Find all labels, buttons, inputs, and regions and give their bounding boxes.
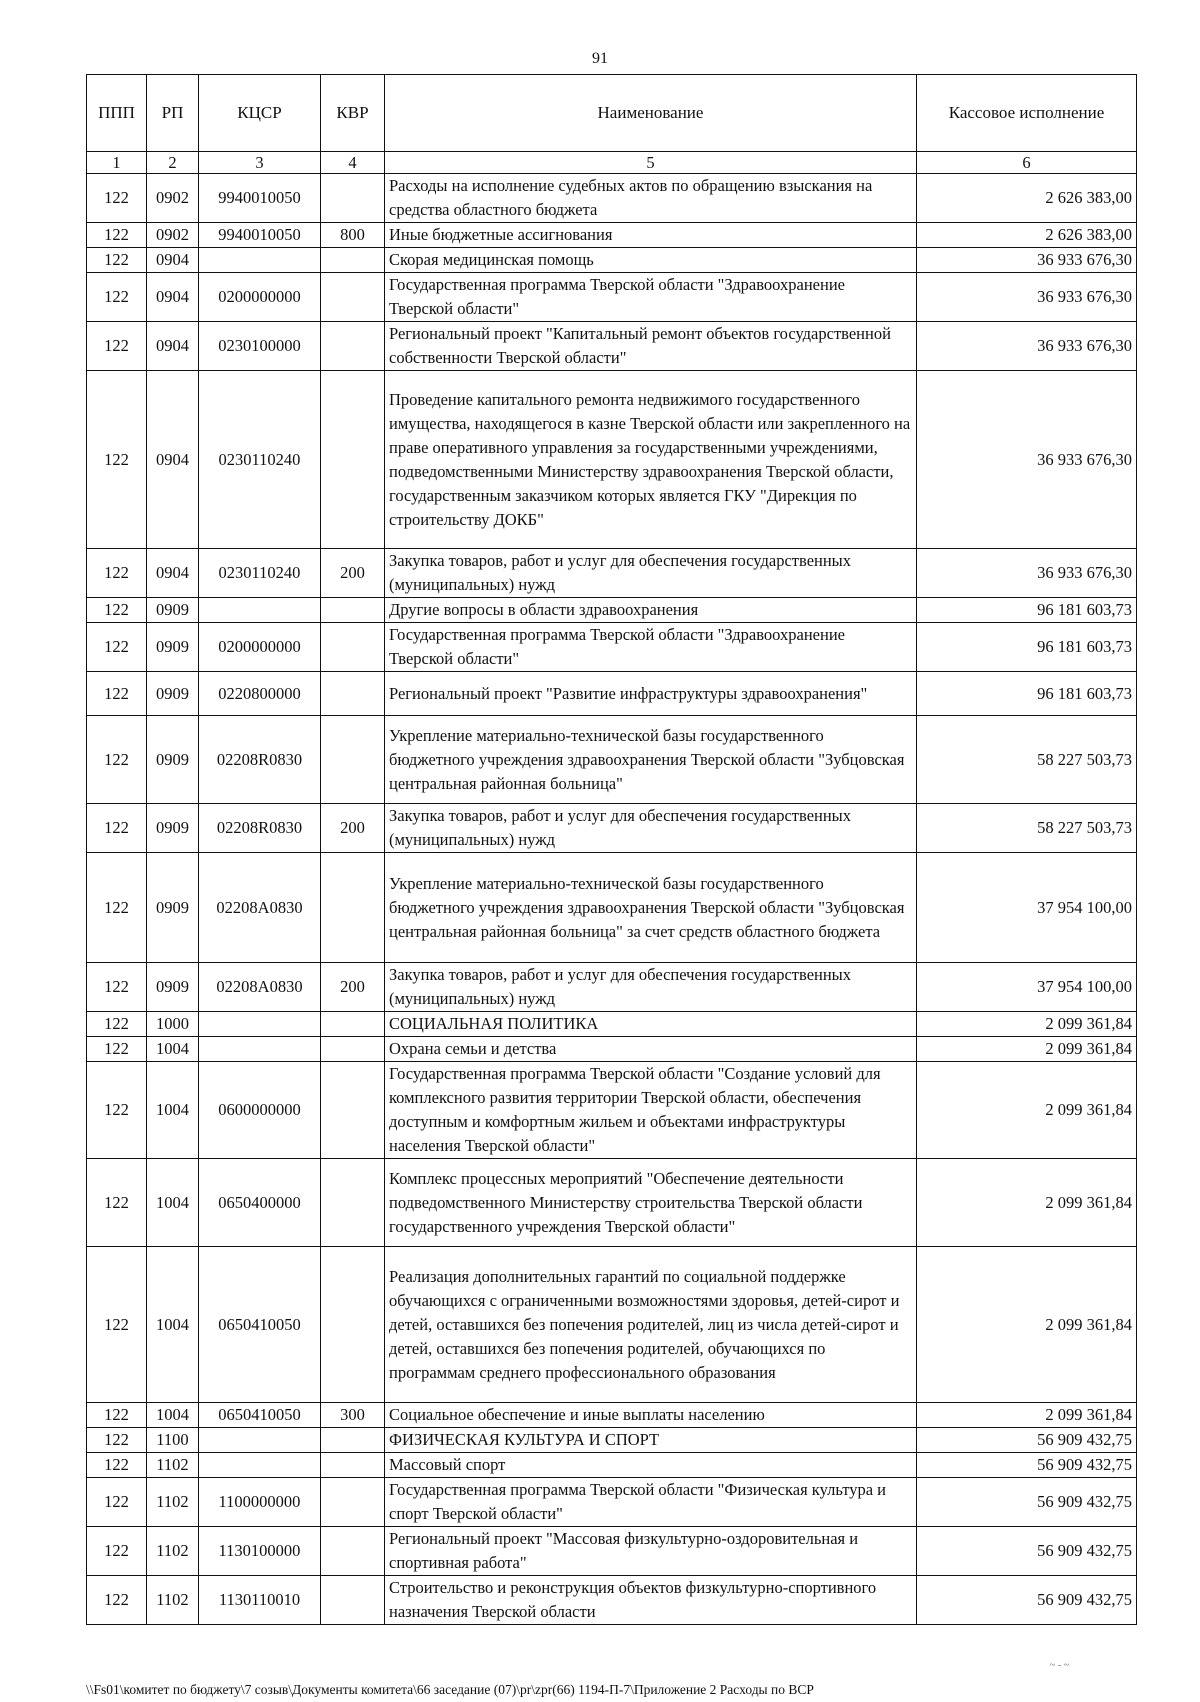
cell-kvr	[321, 371, 385, 549]
cell-ppp: 122	[87, 223, 147, 248]
cell-rp: 0909	[147, 716, 199, 804]
footer-file-path: \\Fs01\комитет по бюджету\7 созыв\Документы комитета\66 заседание (07)\pr\zpr(66) 1194-П-7\Приложение 2 Расходы по ВСР	[86, 1682, 814, 1697]
cell-kcsr: 0200000000	[199, 273, 321, 322]
cell-kcsr: 1130110010	[199, 1576, 321, 1625]
column-number: 6	[917, 152, 1137, 174]
cell-kvr	[321, 716, 385, 804]
table-row	[87, 623, 1137, 672]
cell-kvr	[321, 273, 385, 322]
cell-kvr	[321, 1159, 385, 1247]
cell-ppp: 122	[87, 1159, 147, 1247]
cell-kcsr: 02208R0830	[199, 716, 321, 804]
cell-kvr	[321, 1062, 385, 1159]
table-body	[87, 174, 1137, 1625]
cell-kcsr: 9940010050	[199, 223, 321, 248]
table-row	[87, 248, 1137, 273]
cell-kvr	[321, 322, 385, 371]
cell-ppp: 122	[87, 1576, 147, 1625]
table-row	[87, 1247, 1137, 1403]
cell-rp: 0909	[147, 623, 199, 672]
cell-name: Проведение капитального ремонта недвижимого государственного имущества, находящегося в казне Тверской области или закрепленного на праве оперативного управления за государственными учреждениями, подведомственными Министерству здравоохранения Тверской области, государственным заказчиком которых является ГКУ "Дирекция по строительству ДОКБ"	[385, 371, 917, 549]
cell-kcsr	[199, 1428, 321, 1453]
cell-ppp: 122	[87, 1012, 147, 1037]
cell-kcsr: 0650410050	[199, 1403, 321, 1428]
cell-name: Региональный проект "Развитие инфраструктуры здравоохранения"	[385, 672, 917, 716]
cell-name: Государственная программа Тверской области "Здравоохранение Тверской области"	[385, 273, 917, 322]
cell-amount: 96 181 603,73	[917, 598, 1137, 623]
cell-ppp: 122	[87, 716, 147, 804]
cell-kvr: 200	[321, 963, 385, 1012]
cell-ppp: 122	[87, 1247, 147, 1403]
cell-rp: 0909	[147, 963, 199, 1012]
table-row	[87, 1012, 1137, 1037]
column-number-row	[87, 152, 1137, 174]
cell-name: Укрепление материально-технической базы государственного бюджетного учреждения здравоохранения Тверской области "Зубцовская центральная районная больница"	[385, 716, 917, 804]
cell-name: Массовый спорт	[385, 1453, 917, 1478]
cell-kcsr: 1100000000	[199, 1478, 321, 1527]
table-row	[87, 716, 1137, 804]
header-kvr: КВР	[321, 75, 385, 152]
cell-kvr	[321, 623, 385, 672]
cell-kcsr	[199, 1037, 321, 1062]
table-row	[87, 853, 1137, 963]
cell-ppp: 122	[87, 1403, 147, 1428]
cell-name: Расходы на исполнение судебных актов по обращению взыскания на средства областного бюджета	[385, 174, 917, 223]
cell-rp: 0909	[147, 804, 199, 853]
cell-kcsr: 0600000000	[199, 1062, 321, 1159]
cell-ppp: 122	[87, 1453, 147, 1478]
table-row	[87, 1403, 1137, 1428]
header-amount: Кассовое исполнение	[917, 75, 1137, 152]
cell-name: Другие вопросы в области здравоохранения	[385, 598, 917, 623]
table-row	[87, 598, 1137, 623]
cell-amount: 96 181 603,73	[917, 623, 1137, 672]
cell-ppp: 122	[87, 1062, 147, 1159]
cell-amount: 56 909 432,75	[917, 1453, 1137, 1478]
cell-kvr	[321, 248, 385, 273]
cell-kcsr: 0230100000	[199, 322, 321, 371]
cell-name: Государственная программа Тверской области "Физическая культура и спорт Тверской области"	[385, 1478, 917, 1527]
cell-amount: 36 933 676,30	[917, 248, 1137, 273]
cell-kcsr: 0230110240	[199, 549, 321, 598]
cell-rp: 1000	[147, 1012, 199, 1037]
table-row	[87, 1576, 1137, 1625]
column-number: 1	[87, 152, 147, 174]
cell-kcsr: 0220800000	[199, 672, 321, 716]
cell-kcsr	[199, 1012, 321, 1037]
cell-kcsr: 02208A0830	[199, 853, 321, 963]
table-row	[87, 371, 1137, 549]
cell-name: Скорая медицинская помощь	[385, 248, 917, 273]
cell-ppp: 122	[87, 248, 147, 273]
cell-rp: 1102	[147, 1478, 199, 1527]
cell-rp: 0902	[147, 223, 199, 248]
table-row	[87, 1527, 1137, 1576]
cell-name: Закупка товаров, работ и услуг для обеспечения государственных (муниципальных) нужд	[385, 963, 917, 1012]
cell-amount: 58 227 503,73	[917, 716, 1137, 804]
cell-name: Комплекс процессных мероприятий "Обеспечение деятельности подведомственного Министерству строительства Тверской области государственного учреждения Тверской области"	[385, 1159, 917, 1247]
cell-name: Охрана семьи и детства	[385, 1037, 917, 1062]
table-row	[87, 174, 1137, 223]
column-number: 3	[199, 152, 321, 174]
cell-amount: 36 933 676,30	[917, 549, 1137, 598]
cell-amount: 58 227 503,73	[917, 804, 1137, 853]
cell-rp: 1004	[147, 1062, 199, 1159]
column-number: 5	[385, 152, 917, 174]
cell-kcsr: 02208A0830	[199, 963, 321, 1012]
cell-kcsr: 0230110240	[199, 371, 321, 549]
cell-name: ФИЗИЧЕСКАЯ КУЛЬТУРА И СПОРТ	[385, 1428, 917, 1453]
cell-rp: 1004	[147, 1159, 199, 1247]
cell-ppp: 122	[87, 963, 147, 1012]
cell-rp: 0904	[147, 273, 199, 322]
cell-amount: 56 909 432,75	[917, 1527, 1137, 1576]
table-row	[87, 1159, 1137, 1247]
cell-rp: 0904	[147, 248, 199, 273]
cell-rp: 1102	[147, 1576, 199, 1625]
cell-ppp: 122	[87, 371, 147, 549]
cell-kvr	[321, 1453, 385, 1478]
cell-rp: 0909	[147, 853, 199, 963]
cell-kcsr: 0200000000	[199, 623, 321, 672]
cell-ppp: 122	[87, 598, 147, 623]
cell-kvr	[321, 1428, 385, 1453]
cell-rp: 1004	[147, 1403, 199, 1428]
cell-amount: 36 933 676,30	[917, 273, 1137, 322]
cell-rp: 0904	[147, 322, 199, 371]
cell-kvr: 200	[321, 549, 385, 598]
cell-amount: 56 909 432,75	[917, 1576, 1137, 1625]
cell-kvr	[321, 1527, 385, 1576]
cell-kvr	[321, 1037, 385, 1062]
cell-kvr	[321, 853, 385, 963]
cell-rp: 1102	[147, 1453, 199, 1478]
cell-kcsr: 9940010050	[199, 174, 321, 223]
cell-ppp: 122	[87, 1428, 147, 1453]
cell-ppp: 122	[87, 853, 147, 963]
table-row	[87, 804, 1137, 853]
cell-kvr	[321, 174, 385, 223]
cell-name: Реализация дополнительных гарантий по социальной поддержке обучающихся с ограниченными возможностями здоровья, детей-сирот и детей, оставшихся без попечения родителей, лиц из числа детей-сирот и детей, оставшихся без попечения родителей, обучающихся по программам среднего профессионального образования	[385, 1247, 917, 1403]
cell-amount: 56 909 432,75	[917, 1478, 1137, 1527]
cell-kvr: 300	[321, 1403, 385, 1428]
cell-kvr	[321, 598, 385, 623]
cell-kcsr: 0650410050	[199, 1247, 321, 1403]
header-name: Наименование	[385, 75, 917, 152]
cell-ppp: 122	[87, 672, 147, 716]
table-row	[87, 322, 1137, 371]
cell-rp: 0909	[147, 672, 199, 716]
table-row	[87, 1428, 1137, 1453]
cell-kvr	[321, 672, 385, 716]
cell-rp: 1102	[147, 1527, 199, 1576]
table-row	[87, 672, 1137, 716]
page-number: 91	[592, 50, 608, 67]
cell-kcsr	[199, 248, 321, 273]
cell-kvr	[321, 1012, 385, 1037]
table-row	[87, 273, 1137, 322]
header-ppp: ППП	[87, 75, 147, 152]
cell-kvr: 800	[321, 223, 385, 248]
cell-ppp: 122	[87, 1527, 147, 1576]
cell-ppp: 122	[87, 322, 147, 371]
cell-amount: 36 933 676,30	[917, 371, 1137, 549]
cell-kcsr: 0650400000	[199, 1159, 321, 1247]
cell-name: Региональный проект "Массовая физкультурно-оздоровительная и спортивная работа"	[385, 1527, 917, 1576]
cell-amount: 2 099 361,84	[917, 1012, 1137, 1037]
cell-name: СОЦИАЛЬНАЯ ПОЛИТИКА	[385, 1012, 917, 1037]
table-row	[87, 223, 1137, 248]
cell-kcsr: 02208R0830	[199, 804, 321, 853]
table-row	[87, 1478, 1137, 1527]
cell-rp: 0904	[147, 549, 199, 598]
cell-rp: 1004	[147, 1247, 199, 1403]
cell-rp: 1100	[147, 1428, 199, 1453]
cell-rp: 0904	[147, 371, 199, 549]
cell-amount: 2 626 383,00	[917, 223, 1137, 248]
cell-kvr	[321, 1478, 385, 1527]
header-kcsr: КЦСР	[199, 75, 321, 152]
table-row	[87, 1062, 1137, 1159]
column-number: 4	[321, 152, 385, 174]
cell-ppp: 122	[87, 1478, 147, 1527]
cell-kcsr	[199, 598, 321, 623]
cell-name: Иные бюджетные ассигнования	[385, 223, 917, 248]
cell-amount: 2 099 361,84	[917, 1403, 1137, 1428]
cell-name: Закупка товаров, работ и услуг для обеспечения государственных (муниципальных) нужд	[385, 549, 917, 598]
cell-amount: 2 099 361,84	[917, 1037, 1137, 1062]
cell-ppp: 122	[87, 1037, 147, 1062]
cell-name: Укрепление материально-технической базы государственного бюджетного учреждения здравоохранения Тверской области "Зубцовская центральная районная больница" за счет средств областного бюджета	[385, 853, 917, 963]
cell-kcsr	[199, 1453, 321, 1478]
scan-mark: ~ - ~	[1050, 1660, 1070, 1671]
cell-amount: 2 626 383,00	[917, 174, 1137, 223]
column-number: 2	[147, 152, 199, 174]
cell-amount: 2 099 361,84	[917, 1062, 1137, 1159]
cell-kvr	[321, 1576, 385, 1625]
table-row	[87, 1037, 1137, 1062]
cell-kvr	[321, 1247, 385, 1403]
cell-rp: 0902	[147, 174, 199, 223]
cell-name: Региональный проект "Капитальный ремонт объектов государственной собственности Тверской области"	[385, 322, 917, 371]
cell-name: Строительство и реконструкция объектов физкультурно-спортивного назначения Тверской области	[385, 1576, 917, 1625]
cell-name: Социальное обеспечение и иные выплаты населению	[385, 1403, 917, 1428]
table-row	[87, 549, 1137, 598]
budget-table	[86, 74, 1137, 1625]
cell-kcsr: 1130100000	[199, 1527, 321, 1576]
cell-ppp: 122	[87, 804, 147, 853]
cell-kvr: 200	[321, 804, 385, 853]
cell-ppp: 122	[87, 174, 147, 223]
cell-amount: 37 954 100,00	[917, 853, 1137, 963]
cell-ppp: 122	[87, 623, 147, 672]
cell-amount: 96 181 603,73	[917, 672, 1137, 716]
cell-amount: 2 099 361,84	[917, 1159, 1137, 1247]
header-rp: РП	[147, 75, 199, 152]
cell-amount: 2 099 361,84	[917, 1247, 1137, 1403]
table-row	[87, 1453, 1137, 1478]
cell-name: Государственная программа Тверской области "Создание условий для комплексного развития территории Тверской области, обеспечения доступным и комфортным жильем и объектами инфраструктуры населения Тверской области"	[385, 1062, 917, 1159]
cell-ppp: 122	[87, 549, 147, 598]
cell-name: Закупка товаров, работ и услуг для обеспечения государственных (муниципальных) нужд	[385, 804, 917, 853]
table-row	[87, 963, 1137, 1012]
header-row	[87, 75, 1137, 152]
cell-name: Государственная программа Тверской области "Здравоохранение Тверской области"	[385, 623, 917, 672]
cell-amount: 37 954 100,00	[917, 963, 1137, 1012]
cell-amount: 36 933 676,30	[917, 322, 1137, 371]
cell-ppp: 122	[87, 273, 147, 322]
cell-rp: 1004	[147, 1037, 199, 1062]
cell-amount: 56 909 432,75	[917, 1428, 1137, 1453]
cell-rp: 0909	[147, 598, 199, 623]
